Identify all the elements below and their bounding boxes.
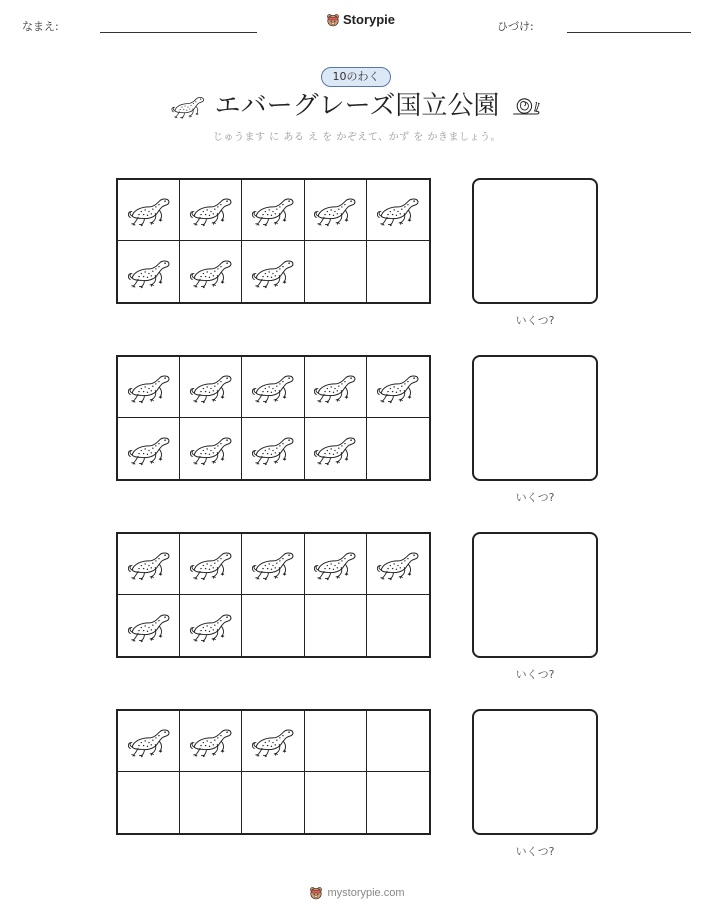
answer-box[interactable] [472,532,598,658]
frame-cell [118,418,180,479]
lizard-icon [312,546,358,582]
ten-frame [116,532,431,658]
frame-cell [118,241,180,302]
lizard-icon [188,431,234,467]
frame-cell [180,357,242,418]
frame-cell [242,180,304,241]
frame-cell [180,180,242,241]
frame-cell [118,772,180,833]
frame-cell [367,357,429,418]
lizard-icon [188,192,234,228]
lizard-icon [188,369,234,405]
frame-cell [180,595,242,656]
lizard-icon [250,431,296,467]
frame-cell [367,418,429,479]
name-field[interactable] [100,32,257,33]
instructions: じゅうます に ある え を かぞえて、かず を かきましょう。 [212,132,502,143]
frame-cell [242,534,304,595]
lizard-icon [126,192,172,228]
frame-cell [180,772,242,833]
lizard-icon [126,608,172,644]
lizard-icon [250,192,296,228]
frame-cell [118,357,180,418]
lizard-icon [312,369,358,405]
lizard-icon [250,546,296,582]
lizard-icon [188,254,234,290]
frame-cell [305,711,367,772]
frame-cell [367,241,429,302]
frame-cell [305,180,367,241]
frame-cell [305,772,367,833]
brand-logo [326,12,395,27]
frame-cell [367,180,429,241]
answer-prompt: いくつ? [515,668,555,681]
frame-cell [305,595,367,656]
frame-cell [242,595,304,656]
page-title: エバーグレーズ国立公園 [214,91,500,121]
bear-icon [326,13,340,27]
frame-cell [367,595,429,656]
lizard-icon [375,192,421,228]
date-label: ひづけ: [497,20,534,33]
answer-box[interactable] [472,178,598,304]
frame-cell [305,534,367,595]
frame-cell [367,711,429,772]
lizard-icon [188,608,234,644]
frame-cell [242,711,304,772]
ten-frame [116,178,431,304]
frame-cell [242,772,304,833]
frame-cell [118,180,180,241]
lizard-icon [126,546,172,582]
frame-cell [118,711,180,772]
lizard-icon [188,546,234,582]
frame-cell [242,357,304,418]
lizard-icon [126,431,172,467]
frame-cell [242,241,304,302]
frame-cell [305,357,367,418]
snail-icon [510,93,542,119]
frame-cell [367,534,429,595]
frame-cell [118,534,180,595]
answer-prompt: いくつ? [515,845,555,858]
frame-cell [242,418,304,479]
lizard-icon [250,254,296,290]
footer-url: mystorypie.com [327,887,405,899]
frame-cell [118,595,180,656]
answer-box[interactable] [472,709,598,835]
frame-cell [180,534,242,595]
ten-frame [116,355,431,481]
frame-cell [180,418,242,479]
answer-prompt: いくつ? [515,491,555,504]
lizard-icon [188,723,234,759]
lizard-icon [375,369,421,405]
ten-frame [116,709,431,835]
frame-cell [180,241,242,302]
answer-box[interactable] [472,355,598,481]
brand-name: Storypie [343,12,396,27]
name-label: なまえ: [22,20,59,33]
answer-prompt: いくつ? [515,314,555,327]
frame-cell [180,711,242,772]
frame-cell [305,418,367,479]
lizard-icon [250,723,296,759]
bear-icon [309,886,323,900]
footer [0,886,714,900]
title-row [0,90,714,124]
frame-cell [367,772,429,833]
lizard-icon [312,192,358,228]
lizard-icon [126,723,172,759]
lizard-icon [375,546,421,582]
lizard-icon [126,369,172,405]
date-field[interactable] [567,32,691,33]
frame-cell [305,241,367,302]
lizard-icon [250,369,296,405]
lizard-icon [312,431,358,467]
lizard-icon [126,254,172,290]
worksheet-type-badge: 10のわく [321,67,391,87]
